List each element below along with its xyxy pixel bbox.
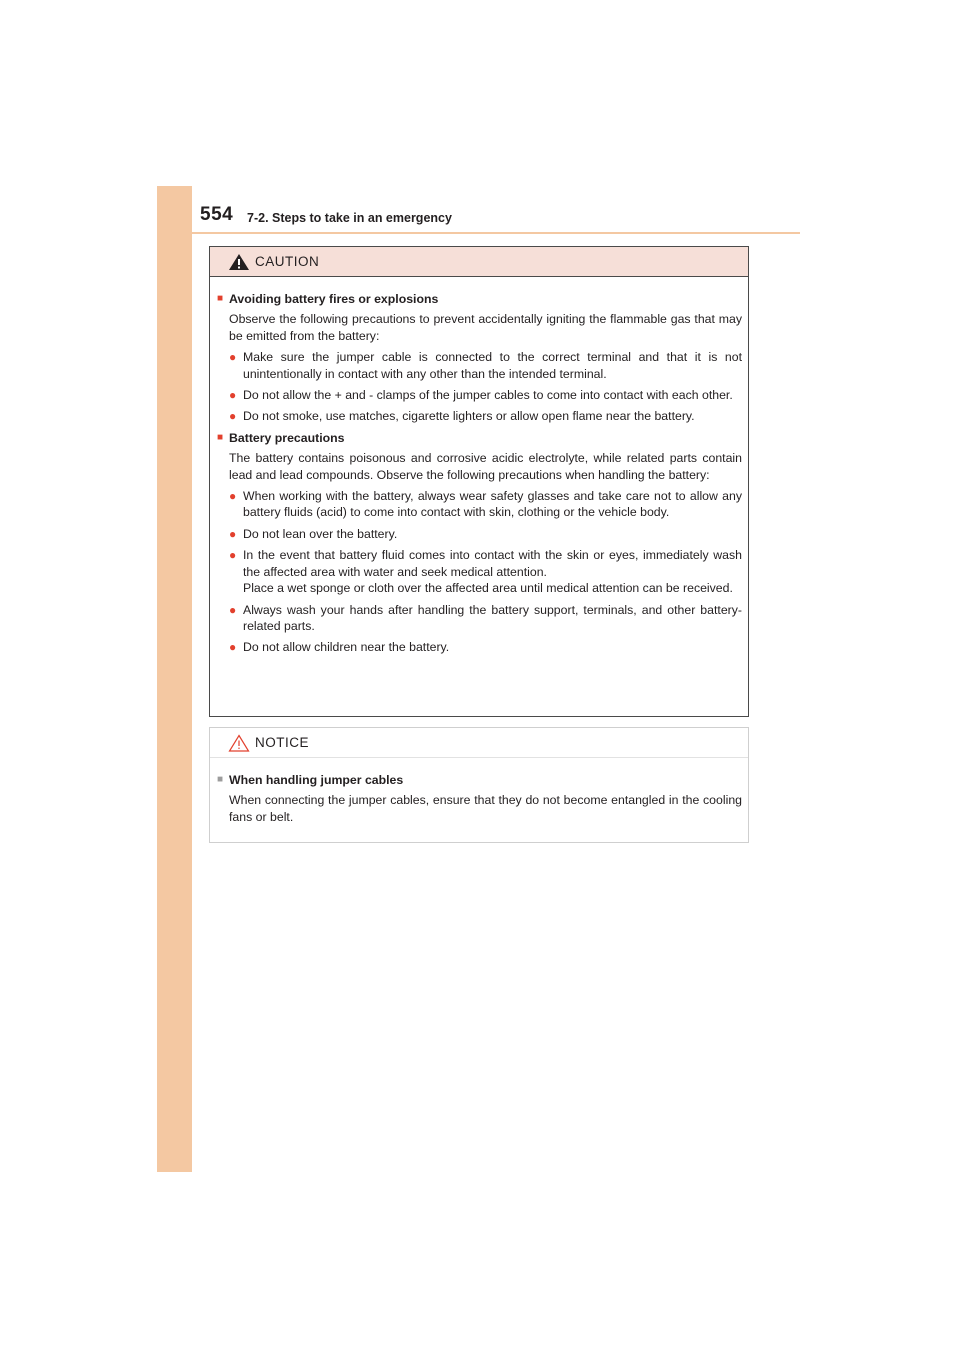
- page-header: [200, 204, 800, 234]
- notice-heading: NOTICE: [255, 735, 310, 750]
- section-title: Battery precautions: [229, 430, 345, 445]
- list-item: ● Do not lean over the battery.: [217, 526, 742, 542]
- caution-header: [210, 247, 748, 277]
- caution-heading: CAUTION: [255, 254, 320, 269]
- notice-section-jumper: [217, 772, 742, 825]
- section-title: Avoiding battery fires or explosions: [229, 292, 439, 306]
- notice-box: [209, 727, 749, 843]
- section-title: 7-2. Steps to take in an emergency: [247, 211, 452, 225]
- list-item: ● Always wash your hands after handling the battery support, terminals, and other battery-related parts.: [217, 602, 742, 635]
- caution-section-battery: [217, 430, 742, 656]
- dot-bullet-icon: ●: [229, 526, 237, 541]
- warning-outline-icon: [228, 734, 250, 752]
- dot-bullet-icon: ●: [229, 388, 237, 403]
- section-intro: When connecting the jumper cables, ensure that they do not become entangled in the cooling fans or belt.: [229, 793, 742, 824]
- section-intro: The battery contains poisonous and corrosive acidic electrolyte, while related parts contain lead and lead compounds. Observe the following precautions when handling the battery:: [229, 451, 742, 482]
- list-item: ● Do not allow children near the battery.: [217, 639, 742, 655]
- header-rule: [192, 232, 800, 234]
- section-intro: Observe the following precautions to prevent accidentally igniting the flammable gas that may be emitted from the battery:: [229, 312, 742, 343]
- dot-bullet-icon: ●: [229, 548, 237, 563]
- chapter-sidebar-tab: [157, 186, 192, 1172]
- list-item: ● When working with the battery, always wear safety glasses and take care not to allow any battery fluids (acid) to come into contact with skin, clothing or the vehicle body.: [217, 488, 742, 521]
- list-item: ● Make sure the jumper cable is connected to the correct terminal and that it is not unintentionally in contact with any other than the intended terminal.: [217, 349, 742, 382]
- dot-bullet-icon: ●: [229, 489, 237, 504]
- square-bullet-icon: ■: [217, 774, 224, 785]
- list-item: ● Do not allow the + and - clamps of the jumper cables to come into contact with each other.: [217, 387, 742, 403]
- caution-section-fires: [217, 291, 742, 425]
- caution-box: [209, 246, 749, 717]
- warning-filled-icon: [228, 253, 250, 271]
- section-title: When handling jumper cables: [229, 773, 404, 787]
- caution-body: [210, 277, 748, 656]
- dot-bullet-icon: ●: [229, 640, 237, 655]
- page-number: 554: [200, 204, 234, 225]
- list-item: ● Do not smoke, use matches, cigarette lighters or allow open flame near the battery.: [217, 408, 742, 424]
- notice-body: [210, 758, 748, 825]
- dot-bullet-icon: ●: [229, 409, 237, 424]
- notice-header: [210, 728, 748, 758]
- dot-bullet-icon: ●: [229, 350, 237, 365]
- dot-bullet-icon: ●: [229, 602, 237, 617]
- square-bullet-icon: ■: [217, 293, 224, 304]
- list-item: ● In the event that battery fluid comes into contact with the skin or eyes, immediately wash the affected area with water and seek medical attention. Place a wet sponge or cloth over the affected area until medical attention can be received.: [217, 547, 742, 596]
- square-bullet-icon: ■: [217, 431, 224, 443]
